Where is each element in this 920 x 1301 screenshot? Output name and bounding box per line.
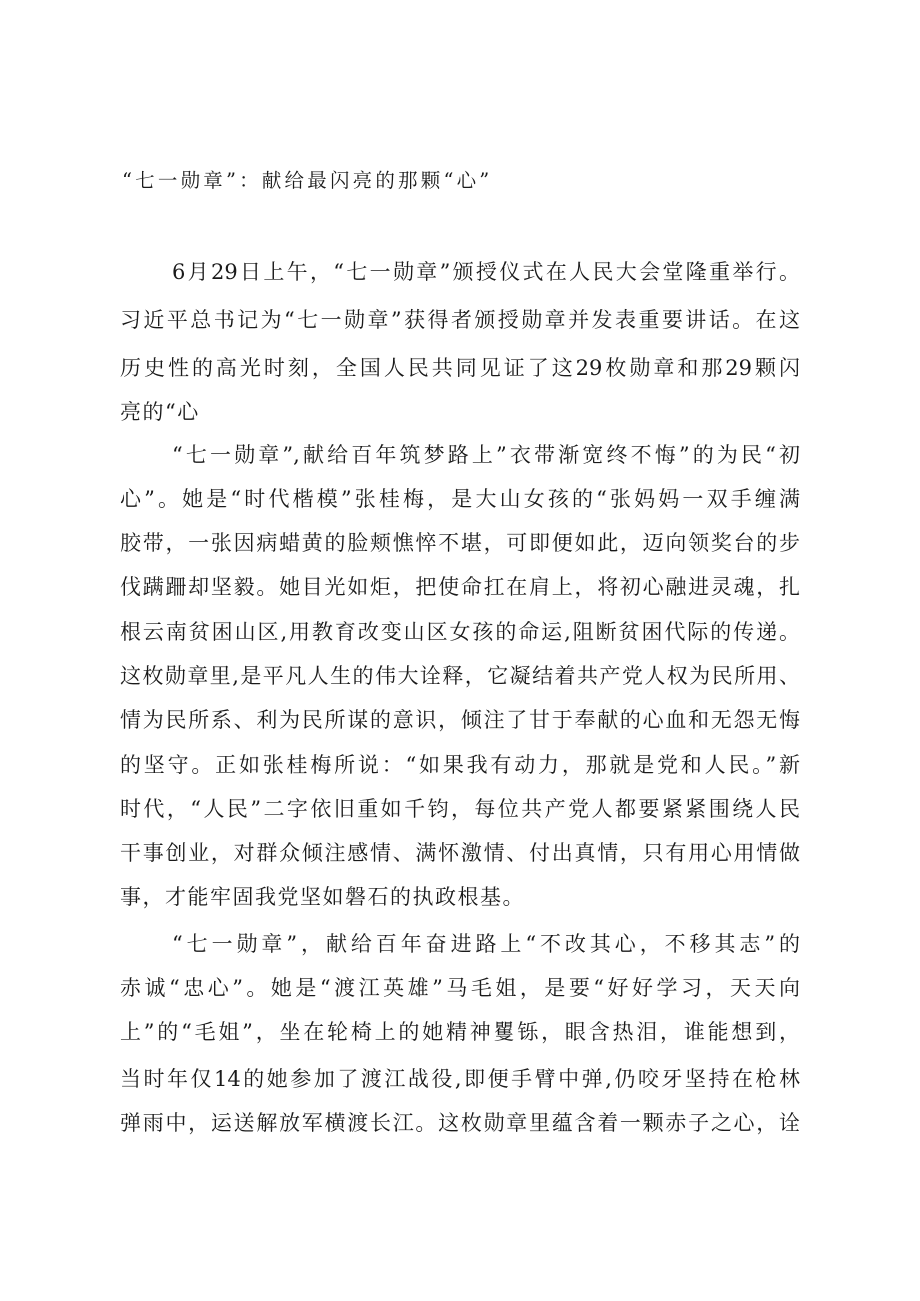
paragraph-2-line-10: 干事创业，对群众倾注感情、满怀激情、付出真情，只有用心用情做 xyxy=(120,841,800,865)
paragraph-2-line-9: 时代，“人民”二字依旧重如千钧，每位共产党人都要紧紧围绕人民 xyxy=(120,797,800,821)
paragraph-2-line-6: 这枚勋章里,是平凡人生的伟大诠释，它凝结着共产党人权为民所用、 xyxy=(120,664,800,688)
paragraph-2-line-11: 事，才能牢固我党坚如磐石的执政根基。 xyxy=(120,885,525,909)
paragraph-2-line-2: 心”。她是“时代楷模”张桂梅，是大山女孩的“张妈妈一双手缠满 xyxy=(120,487,800,511)
paragraph-3-line-5: 弹雨中，运送解放军横渡长江。这枚勋章里蕴含着一颗赤子之心，诠 xyxy=(120,1111,800,1135)
paragraph-3-line-1: “七一勋章”，献给百年奋进路上“不改其心，不移其志”的 xyxy=(172,932,800,956)
paragraph-1-line-1: 6月29日上午，“七一勋章”颁授仪式在人民大会堂隆重举行。 xyxy=(172,260,800,284)
paragraph-1-line-2: 习近平总书记为“七一勋章”获得者颁授勋章并发表重要讲话。在这 xyxy=(120,308,800,332)
paragraph-2-line-1: “七一勋章”,献给百年筑梦路上”衣带渐宽终不悔”的为民“初 xyxy=(172,443,800,467)
paragraph-2-line-5: 根云南贫困山区,用教育改变山区女孩的命运,阻断贫困代际的传递。 xyxy=(120,620,800,644)
paragraph-3-line-3: 上”的“毛姐”，坐在轮椅上的她精神矍铄，眼含热泪，谁能想到， xyxy=(120,1020,800,1044)
paragraph-1-line-4: 亮的“心 xyxy=(120,400,200,424)
paragraph-2-line-7: 情为民所系、利为民所谋的意识，倾注了甘于奉献的心血和无怨无悔 xyxy=(120,708,800,732)
paragraph-2-line-8: 的坚守。正如张桂梅所说：“如果我有动力，那就是党和人民。”新 xyxy=(120,753,800,777)
document-title: “七一勋章”：献给最闪亮的那颗“心” xyxy=(122,169,493,192)
paragraph-1-line-3: 历史性的高光时刻，全国人民共同见证了这29枚勋章和那29颗闪 xyxy=(120,356,800,380)
paragraph-3-line-4: 当时年仅14的她参加了渡江战役,即便手臂中弹,仍咬牙坚持在枪林 xyxy=(120,1067,800,1091)
paragraph-2-line-3: 胶带，一张因病蜡黄的脸颊憔悴不堪，可即便如此，迈向领奖台的步 xyxy=(120,531,800,555)
paragraph-2-line-4: 伐蹒跚却坚毅。她目光如炬，把使命扛在肩上，将初心融进灵魂，扎 xyxy=(120,575,800,599)
paragraph-3-line-2: 赤诚“忠心”。她是“渡江英雄”马毛姐，是要“好好学习，天天向 xyxy=(120,976,800,1000)
